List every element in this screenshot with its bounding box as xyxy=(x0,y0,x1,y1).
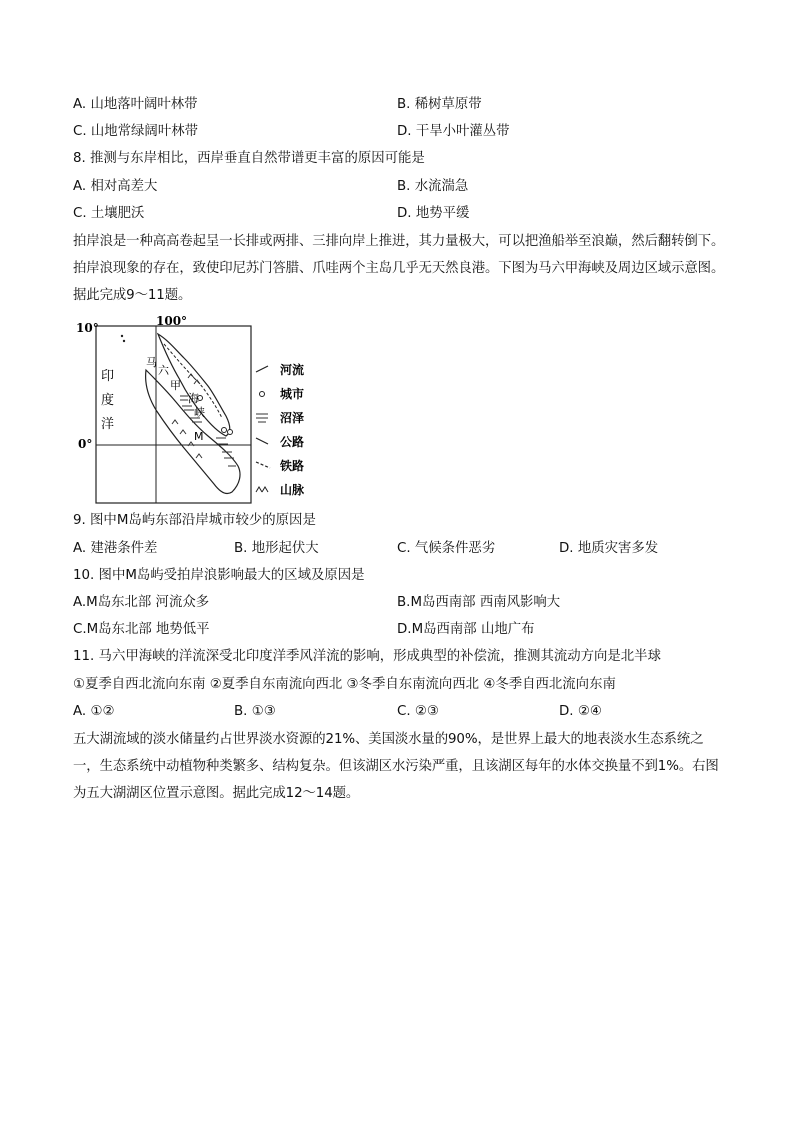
q11-option-b: B. ①③ xyxy=(234,704,276,719)
strait-label-1: 马 xyxy=(146,356,157,369)
strait-label-4: 海 xyxy=(188,392,199,405)
ocean-label-1: 印 xyxy=(101,369,115,384)
q10-option-b: B.M岛西南部 西南风影响大 xyxy=(397,595,561,610)
passage-wave: 拍岸浪是一种高高卷起呈一长排或两排、三排向岸上推进，其力量极大，可以把渔船举至浪巅，然后翻转倒下。拍岸浪现象的存在，致使印尼苏门答腊、爪哇两个主岛几乎无天然良港。下图为马六甲海峡及周边区域示意图。据此完成9～11题。 xyxy=(73,234,725,303)
legend-swamp: 沼泽 xyxy=(280,411,305,425)
q7-option-d: D. 干旱小叶灌丛带 xyxy=(397,124,510,139)
q11-option-c: C. ②③ xyxy=(397,704,439,719)
q10-option-a: A.M岛东北部 河流众多 xyxy=(73,595,210,610)
map-frame xyxy=(96,326,251,503)
city xyxy=(222,428,227,433)
legend-river-icon xyxy=(256,366,268,372)
ocean-label-2: 度 xyxy=(101,393,115,408)
lon-100-label: 100° xyxy=(156,314,188,328)
q8-stem: 8. 推测与东岸相比，西岸垂直自然带谱更丰富的原因可能是 xyxy=(73,151,425,166)
q8-option-b: B. 水流湍急 xyxy=(397,179,469,194)
q9-option-d: D. 地质灾害多发 xyxy=(559,541,659,556)
q9-option-a: A. 建港条件差 xyxy=(73,541,158,556)
legend-city: 城市 xyxy=(280,387,305,401)
lat-10-label: 10° xyxy=(76,321,99,335)
q11-option-a: A. ①② xyxy=(73,704,115,719)
passage-great-lakes: 五大湖流域的淡水储量约占世界淡水资源的21%、美国淡水量的90%，是世界上最大的地表淡水生态系统之一，生态系统中动植物种类繁多、结构复杂。但该湖区水污染严重，且该湖区每年的水体交换量不到1%。右图为五大湖湖区位置示意图。据此完成12～14题。 xyxy=(73,732,719,801)
lat-0-label: 0° xyxy=(78,437,93,451)
malacca-strait-map xyxy=(76,314,356,504)
q8-option-c: C. 土壤肥沃 xyxy=(73,206,145,221)
strait-label-2: 六 xyxy=(158,364,169,377)
legend-mountain-icon xyxy=(256,487,268,492)
q7-option-b: B. 稀树草原带 xyxy=(397,97,482,112)
q9-option-b: B. 地形起伏大 xyxy=(234,541,319,556)
strait-label-3: 甲 xyxy=(170,379,181,392)
q9-stem: 9. 图中M岛屿东部沿岸城市较少的原因是 xyxy=(73,513,316,528)
legend-swamp-icon xyxy=(256,414,268,422)
legend-mountain: 山脉 xyxy=(280,483,305,497)
strait-label-5: 峡 xyxy=(194,406,205,419)
q11-option-d: D. ②④ xyxy=(559,704,602,719)
legend-road: 公路 xyxy=(280,435,305,449)
island-m-label: M xyxy=(194,430,204,443)
q7-option-c: C. 山地常绿阔叶林带 xyxy=(73,124,198,139)
q8-option-a: A. 相对高差大 xyxy=(73,179,158,194)
q10-stem: 10. 图中M岛屿受拍岸浪影响最大的区域及原因是 xyxy=(73,568,365,583)
legend-railway: 铁路 xyxy=(280,459,305,473)
q11-stem: 11. 马六甲海峡的洋流深受北印度洋季风洋流的影响，形成典型的补偿流，推测其流动方向是北半球 xyxy=(73,649,661,664)
legend-city-icon xyxy=(260,392,265,397)
q10-option-c: C.M岛东北部 地势低平 xyxy=(73,622,210,637)
legend-road-icon xyxy=(256,438,268,444)
q10-option-d: D.M岛西南部 山地广布 xyxy=(397,622,535,637)
city xyxy=(228,430,233,435)
q8-option-d: D. 地势平缓 xyxy=(397,206,470,221)
legend-railway-icon xyxy=(256,462,270,468)
q11-choices: ①夏季自西北流向东南 ②夏季自东南流向西北 ③冬季自东南流向西北 ④冬季自西北流向东南 xyxy=(73,677,616,692)
legend-river: 河流 xyxy=(280,363,305,377)
q7-option-a: A. 山地落叶阔叶林带 xyxy=(73,97,198,112)
ocean-label-3: 洋 xyxy=(101,417,115,432)
q9-option-c: C. 气候条件恶劣 xyxy=(397,541,496,556)
